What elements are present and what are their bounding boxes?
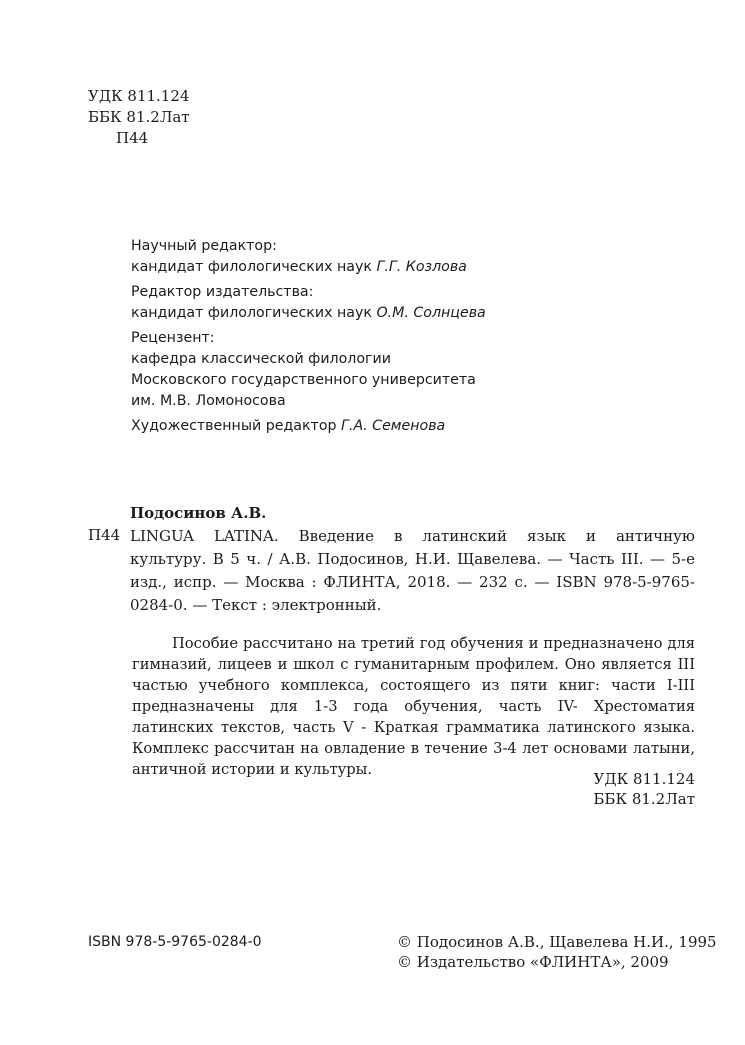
reviewer-line: Московского государственного университета <box>131 372 476 388</box>
publishing-editor-name: О.М. Солнцева <box>376 305 486 321</box>
bbk-code-bottom: ББК 81.2Лат <box>593 790 695 808</box>
art-editor <box>131 416 611 437</box>
copyright-notice <box>397 932 717 972</box>
udk-code: УДК 811.124 <box>88 87 190 105</box>
scientific-editor-degree: кандидат филологических наук <box>131 259 372 275</box>
art-editor-label: Художественный редактор <box>131 418 337 434</box>
bibliographic-record <box>130 502 695 617</box>
publishing-editor-label: Редактор издательства: <box>131 284 314 300</box>
isbn: ISBN 978-5-9765-0284-0 <box>88 934 262 950</box>
reviewer-line: им. М.В. Ломоносова <box>131 393 286 409</box>
udk-code-bottom: УДК 811.124 <box>593 770 695 788</box>
copyright-authors: © Подосинов А.В., Щавелева Н.И., 1995 <box>397 933 717 951</box>
classification-footer <box>560 769 695 809</box>
reviewer-label: Рецензент: <box>131 330 215 346</box>
record-body: культуру. В 5 ч. / А.В. Подосинов, Н.И. Щавелева. — Часть III. — 5-е изд., испр. — Москва : ФЛИНТА, 2018. — 232 с. — ISBN 978-5-9765-0284-0. — Текст : электронный. <box>130 550 695 614</box>
bbk-code: ББК 81.2Лат <box>88 108 190 126</box>
scientific-editor-name: Г.Г. Козлова <box>376 259 467 275</box>
publishing-editor <box>131 282 611 324</box>
classification-header <box>88 86 190 149</box>
reviewer-line: кафедра классической филологии <box>131 351 391 367</box>
copyright-publisher: © Издательство «ФЛИНТА», 2009 <box>397 953 669 971</box>
author-heading: Подосинов А.В. <box>130 504 267 522</box>
art-editor-name: Г.А. Семенова <box>341 418 446 434</box>
reviewer <box>131 328 611 412</box>
abstract: Пособие рассчитано на третий год обучения и предназначено для гимназий, лицеев и школ с гуманитарным профилем. Оно является III частью учебного комплекса, состоящего из пяти книг: части I-III предназначены для 1-3 года обучения, часть IV- Хрестоматия латинских текстов, часть V - Краткая грамматика латинского языка. Комплекс рассчитан на овладение в течение 3-4 лет основами латыни, античной истории и культуры. <box>132 635 695 778</box>
call-number: П44 <box>88 526 121 544</box>
record-line-1: LINGUA LATINA. Введение в латинский язык и античную <box>130 527 695 545</box>
publishing-editor-degree: кандидат филологических наук <box>131 305 372 321</box>
scientific-editor <box>131 236 611 278</box>
author-code: П44 <box>116 129 149 147</box>
scientific-editor-label: Научный редактор: <box>131 238 277 254</box>
editorial-credits <box>131 236 611 441</box>
